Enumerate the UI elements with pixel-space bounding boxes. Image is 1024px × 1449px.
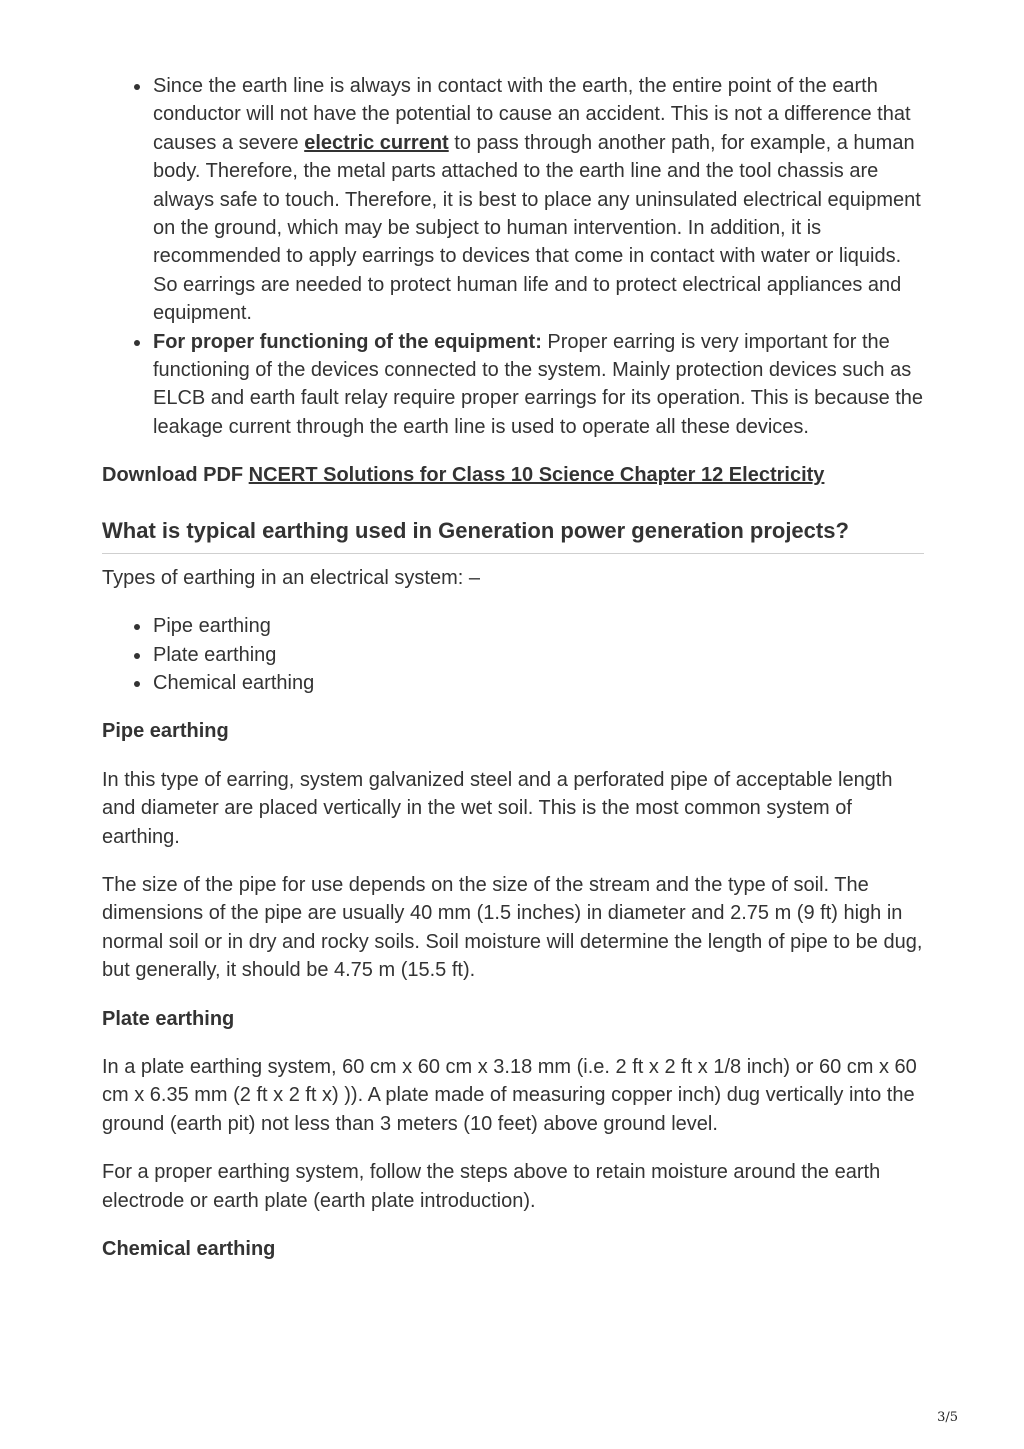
chemical-earthing-heading: Chemical earthing [102,1238,276,1260]
pipe-size-paragraph: The size of the pipe for use depends on the size of the stream and the type of soil. The dimensions of the pipe are usually 40 mm (1.5 inches) in diameter and 2.75 m (9 ft) high in normal soil or in dry and rocky soils. Soil moisture will determine the length of pipe to be dug, but generally, it should be 4.75 m (15.5 ft). [102,873,923,982]
article-content [102,72,924,1263]
section-heading: What is typical earthing used in Generation power generation projects? [102,516,924,554]
list-item-bold-lead: For proper functioning of the equipment: [153,330,542,353]
earthing-types-list [102,612,924,697]
electric-current-link[interactable]: electric current [304,131,449,154]
download-line [102,461,924,489]
list-item [153,72,924,328]
list-item-text: Proper earring is very important for the functioning of the devices connected to the system. Mainly protection devices such as ELCB and earth fault relay require proper earrings for its operation. This is because the leakage current through the earth line is used to operate all these devices. [153,330,924,438]
pipe-earthing-paragraph: In this type of earring, system galvanized steel and a perforated pipe of acceptable length and diameter are placed vertically in the wet soil. This is the most common system of earthing. [102,768,893,848]
list-item: Plate earthing [153,641,924,669]
plate-moisture-paragraph: For a proper earthing system, follow the steps above to retain moisture around the earth electrode or earth plate (earth plate introduction). [102,1161,881,1212]
page-number: 3/5 [937,1410,958,1425]
list-item-text: to pass through another path, for example, a human body. Therefore, the metal parts attached to the earth line and the tool chassis are always safe to touch. Therefore, it is best to place any uninsulated electrical equipment on the ground, which may be subject to human intervention. In addition, it is recommended to apply earrings to devices that come in contact with water or liquids. So earrings are needed to protect human life and to protect electrical appliances and equipment. [153,131,921,325]
download-prefix: Download PDF [102,464,249,487]
list-item: Pipe earthing [153,612,924,640]
list-item [153,328,924,442]
benefits-list [102,72,924,441]
ncert-solutions-link[interactable]: NCERT Solutions for Class 10 Science Chapter 12 Electricity [248,464,825,487]
pipe-earthing-heading: Pipe earthing [102,720,229,743]
types-intro: Types of earthing in an electrical system: – [102,566,480,589]
list-item-text: Since the earth line is always in contact with the earth, the entire point of the earth conductor will not have the potential to cause an accident. This is not a difference that causes a severe [153,75,911,154]
plate-earthing-heading: Plate earthing [102,1007,235,1030]
plate-earthing-paragraph: In a plate earthing system, 60 cm x 60 cm x 3.18 mm (i.e. 2 ft x 2 ft x 1/8 inch) or 60 cm x 60 cm x 6.35 mm (2 ft x 2 ft x) )). A plate made of measuring copper inch) dug vertically into the ground (earth pit) not less than 3 meters (10 feet) above ground level. [102,1055,917,1135]
list-item: Chemical earthing [153,669,924,697]
